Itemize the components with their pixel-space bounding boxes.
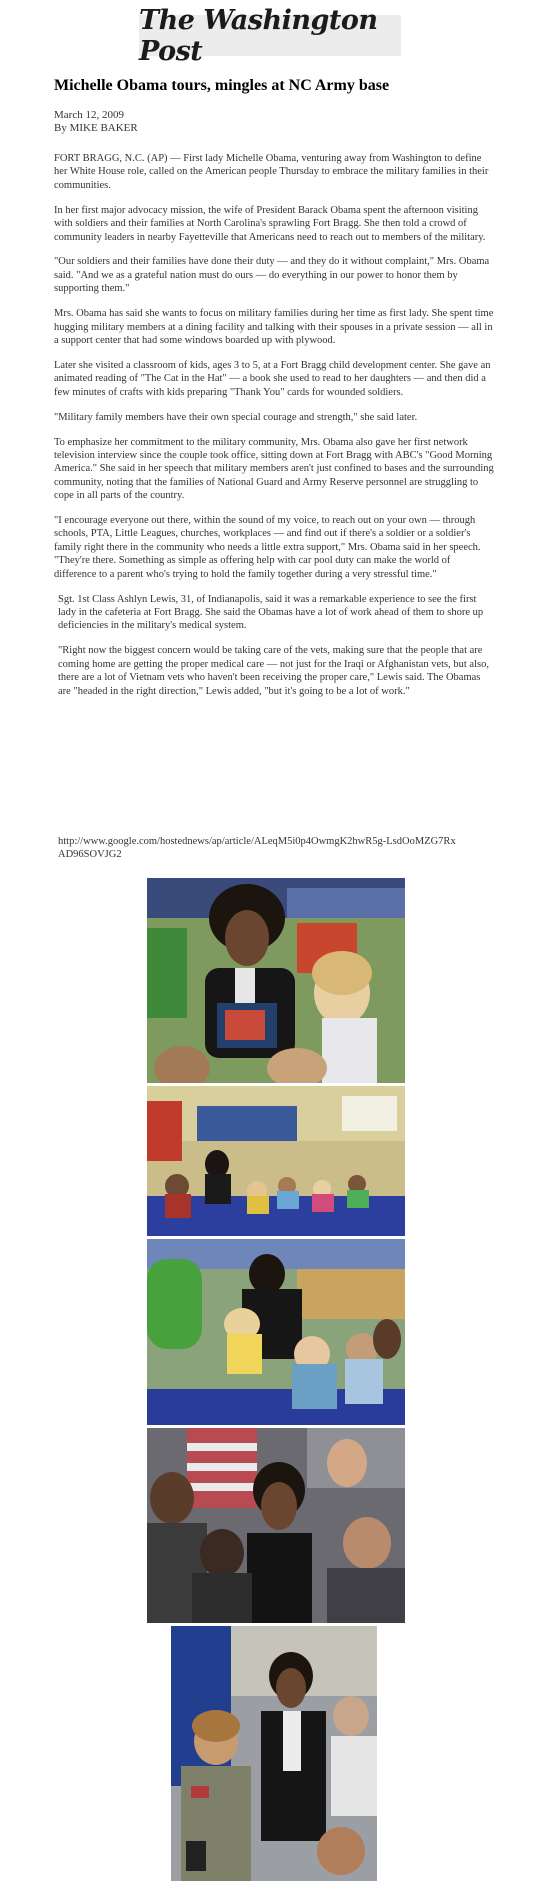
- paragraph: "Our soldiers and their families have done their duty — and they do it without complaint," Mrs. Obama said. "And we as a grateful nation must do ours — do everything in our power to honor them by supporting them.": [54, 256, 490, 295]
- photo-classroom: [147, 1086, 405, 1236]
- paragraph: Sgt. 1st Class Ashlyn Lewis, 31, of Indianapolis, said it was a remarkable experience to see the first lady in the cafeteria at Fort Bragg. She said the Obamas have a lot of work ahead of them to shore up deficiencies in the military's medical system.: [58, 593, 484, 632]
- article-headline: Michelle Obama tours, mingles at NC Army base: [54, 77, 390, 94]
- article-body: [54, 152, 494, 709]
- masthead-logo: [139, 4, 401, 67]
- paragraph: "I encourage everyone out there, within the sound of my voice, to reach out on your own — through schools, PTA, Little Leagues, churches, workplaces — and find out if there's a soldier or a soldier's family right there in the community who needs a little extra support," Mrs. Obama said in her speech. "They're there. Something as simple as offering help with car pool duty can make the world of difference to a parent who's trying to hold the family together during a very stressful time.": [54, 515, 481, 580]
- photo-reading-book: [147, 878, 405, 1083]
- masthead-title: The Washington Post: [139, 4, 378, 67]
- article-date: March 12, 2009: [54, 109, 124, 121]
- paragraph: Mrs. Obama has said she wants to focus on military families during her time as first lady. She spent time hugging military members at a dining facility and talking with their spouses in a private session — all in a support center that had some windows boarded up with plywood.: [54, 308, 494, 346]
- photo-greeting-soldiers: [147, 1428, 405, 1623]
- paragraph: Later she visited a classroom of kids, ages 3 to 5, at a Fort Bragg child development center. She gave an animated reading of "The Cat in the Hat" — a book she used to read to her daughters — and then did a few minutes of crafts with kids preparing "Thank You" cards for wounded soldiers.: [54, 359, 491, 398]
- paragraph: FORT BRAGG, N.C. (AP) — First lady Michelle Obama, venturing away from Washington to define her White House role, called on the American people Thursday to embrace the military families in their communities.: [54, 153, 489, 191]
- photo-crafts: [147, 1239, 405, 1425]
- source-url[interactable]: http://www.google.com/hostednews/ap/article/ALeqM5i0p4OwmgK2hwR5g-LsdOoMZG7RxAD96SOVJG2: [58, 836, 456, 861]
- paragraph: "Right now the biggest concern would be taking care of the vets, making sure that the people that are coming home are getting the proper medical care — not just for the Iraqi or Afghanistan vets, but also, there are a lot of Vietnam vets who haven't been receiving the proper care," Lewis said. The Obamas are "headed in the right direction," Lewis added, "but it's going to be a lot of work.": [58, 645, 489, 697]
- photo-meeting-service-members: [171, 1626, 377, 1881]
- article-byline: By MIKE BAKER: [54, 122, 138, 134]
- paragraph: To emphasize her commitment to the military community, Mrs. Obama also gave her first network television interview since the couple took office, sitting down at Fort Bragg with ABC's "Good Morning America." She said in her speech that military members aren't just confined to bases and the surrounding community, noting that the families of National Guard and Army Reserve personnel are struggling to cope in all parts of the country.: [54, 436, 494, 502]
- article-meta: [54, 109, 138, 135]
- paragraph: In her first major advocacy mission, the wife of President Barack Obama spent the afternoon visiting with soldiers and their families at North Carolina's sprawling Fort Bragg. She then told a crowd of community leaders in nearby Fayetteville that Americans need to reach out to members of the military.: [54, 204, 486, 243]
- paragraph: "Military family members have their own special courage and strength," she said later.: [54, 411, 418, 423]
